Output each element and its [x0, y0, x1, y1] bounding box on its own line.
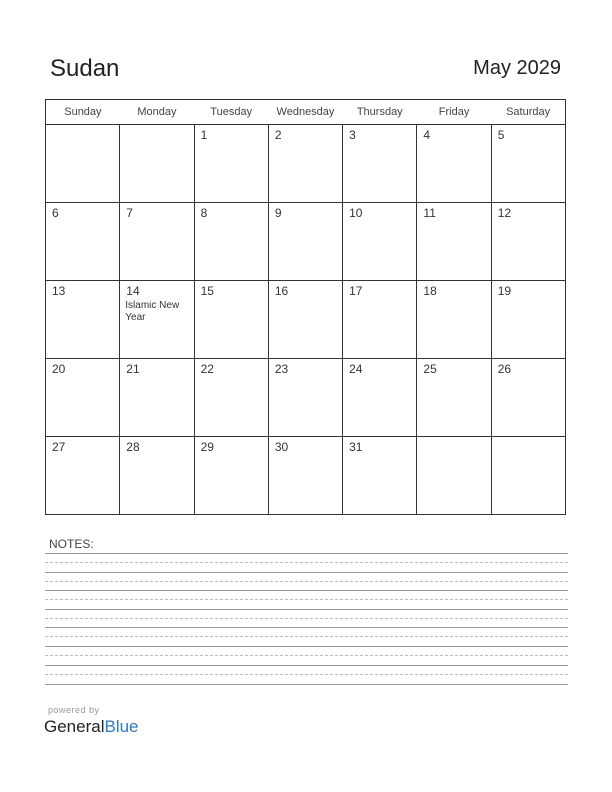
- brand-blue: Blue: [104, 717, 139, 736]
- day-number: 6: [52, 206, 59, 220]
- day-cell: [491, 203, 565, 281]
- day-cell: [417, 281, 491, 359]
- day-cell: [194, 203, 268, 281]
- week-row: [46, 203, 566, 281]
- day-number: 9: [274, 206, 282, 220]
- weekday-header: Friday: [417, 100, 491, 125]
- day-number: 26: [497, 362, 512, 376]
- day-cell: [194, 359, 268, 437]
- day-cell: [268, 203, 342, 281]
- day-cell: [46, 125, 120, 203]
- notes-line: [45, 609, 568, 610]
- notes-line: [45, 627, 568, 628]
- day-number: 14: [126, 284, 140, 298]
- day-number: 8: [200, 206, 208, 220]
- day-number: [492, 437, 565, 440]
- notes-dashed-line: [45, 618, 568, 619]
- day-cell: [268, 437, 342, 515]
- notes-line: [45, 665, 568, 666]
- day-number: 24: [349, 362, 363, 376]
- weekday-header-row: [46, 100, 566, 125]
- notes-line: [45, 646, 568, 647]
- day-cell: [343, 281, 417, 359]
- day-cell: [194, 437, 268, 515]
- day-number: [46, 125, 119, 128]
- day-number: 31: [349, 440, 363, 454]
- day-number: 19: [497, 284, 512, 298]
- day-number: 30: [274, 440, 289, 454]
- day-cell: [417, 437, 491, 515]
- notes-dashed-line: [45, 636, 568, 637]
- day-cell: [120, 203, 194, 281]
- day-number: 22: [200, 362, 214, 376]
- day-number: 10: [349, 206, 363, 220]
- day-cell: [491, 437, 565, 515]
- day-cell: [268, 281, 342, 359]
- day-number: 12: [497, 206, 512, 220]
- week-row: [46, 125, 566, 203]
- day-number: [417, 437, 490, 440]
- powered-by-text: powered by: [48, 705, 100, 715]
- week-row: [46, 281, 566, 359]
- day-number: 4: [423, 128, 431, 142]
- day-number: 17: [349, 284, 363, 298]
- notes-dashed-line: [45, 674, 568, 675]
- day-number: 23: [274, 362, 289, 376]
- day-cell: [491, 359, 565, 437]
- day-number: 20: [52, 362, 66, 376]
- day-number: 25: [423, 362, 437, 376]
- day-cell: [46, 437, 120, 515]
- day-cell: [120, 125, 194, 203]
- notes-line: [45, 553, 568, 554]
- notes-dashed-line: [45, 599, 568, 600]
- country-title: Sudan: [50, 55, 120, 82]
- day-number: 13: [52, 284, 66, 298]
- day-number: [120, 125, 193, 128]
- weekday-header: Tuesday: [194, 100, 268, 125]
- day-cell: [194, 281, 268, 359]
- week-row: [46, 359, 566, 437]
- weekday-header: Sunday: [46, 100, 120, 125]
- day-cell: [417, 125, 491, 203]
- day-number: 18: [423, 284, 437, 298]
- day-cell: [417, 203, 491, 281]
- day-number: 28: [126, 440, 140, 454]
- day-cell: [343, 125, 417, 203]
- day-cell: [120, 437, 194, 515]
- day-number: 2: [274, 128, 282, 142]
- day-cell: [120, 359, 194, 437]
- weekday-header: Wednesday: [268, 100, 342, 125]
- notes-line: [45, 590, 568, 591]
- day-cell: [268, 125, 342, 203]
- notes-dashed-line: [45, 581, 568, 582]
- day-cell: [46, 359, 120, 437]
- day-number: 7: [126, 206, 133, 220]
- notes-dashed-line: [45, 655, 568, 656]
- day-number: 21: [126, 362, 140, 376]
- month-title: May 2029: [473, 57, 561, 79]
- day-number: 16: [274, 284, 289, 298]
- weekday-header: Thursday: [343, 100, 417, 125]
- day-cell: [46, 203, 120, 281]
- day-cell: [46, 281, 120, 359]
- notes-line: [45, 684, 568, 685]
- day-number: 29: [200, 440, 214, 454]
- notes-dashed-line: [45, 562, 568, 563]
- day-cell: [268, 359, 342, 437]
- brand-logo[interactable]: [44, 717, 139, 737]
- day-cell: [343, 203, 417, 281]
- day-number: 27: [52, 440, 66, 454]
- day-cell: [343, 359, 417, 437]
- day-cell: [194, 125, 268, 203]
- weekday-header: Monday: [120, 100, 194, 125]
- day-number: 1: [200, 128, 208, 142]
- holiday-label: Islamic New Year: [125, 300, 180, 323]
- day-number: 15: [200, 284, 214, 298]
- brand-general: General: [44, 717, 105, 736]
- notes-line: [45, 572, 568, 573]
- day-cell: [491, 281, 565, 359]
- weekday-header: Saturday: [491, 100, 565, 125]
- day-cell: [343, 437, 417, 515]
- notes-label: NOTES:: [49, 537, 94, 551]
- day-number: 5: [497, 128, 505, 142]
- week-row: [46, 437, 566, 515]
- day-cell: [491, 125, 565, 203]
- day-number: 11: [423, 206, 436, 220]
- day-number: 3: [349, 128, 356, 142]
- day-cell: [120, 281, 194, 359]
- calendar-grid: [45, 99, 566, 515]
- day-cell: [417, 359, 491, 437]
